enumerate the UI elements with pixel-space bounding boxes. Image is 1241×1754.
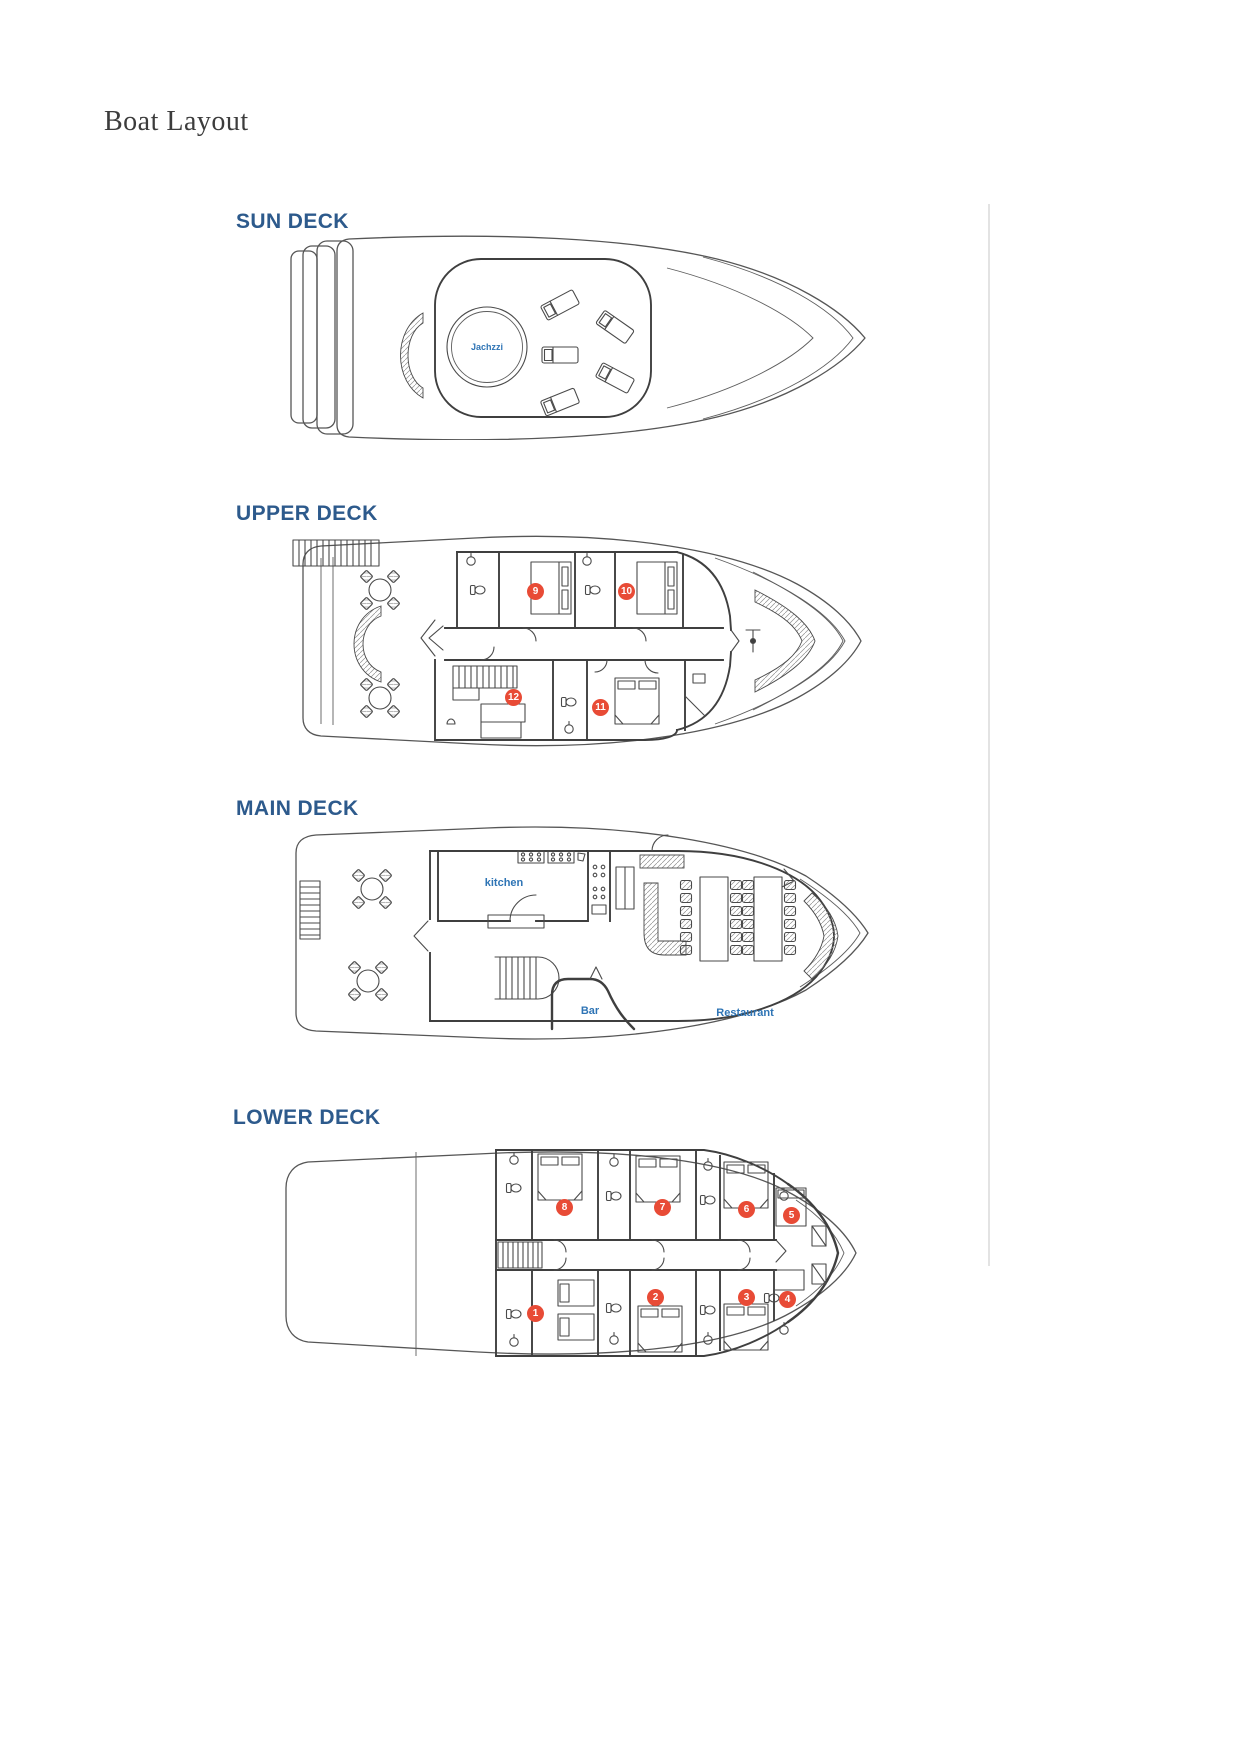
cabin-11-bed (615, 678, 659, 724)
sun-deck-plan (285, 235, 870, 440)
main-deck-plan (272, 823, 877, 1048)
upper-bathrooms (467, 554, 600, 734)
cabin-badge-9: 9 (527, 583, 544, 600)
bow-closets (812, 1226, 826, 1284)
cabin-12-furniture (447, 704, 525, 738)
lower-doors (554, 1240, 786, 1270)
page-title: Boat Layout (104, 106, 249, 137)
mast-marker (746, 630, 760, 652)
curved-bench (401, 313, 424, 398)
sun-loungers (540, 289, 634, 416)
bow-bench (804, 893, 838, 979)
lower-deck-plan (268, 1138, 868, 1370)
lower-hull (286, 1152, 856, 1356)
sun-hull (337, 236, 865, 440)
cabin-badge-5: 5 (783, 1207, 800, 1224)
closet (685, 674, 705, 716)
cabin-badge-2: 2 (647, 1289, 664, 1306)
mid-stairs (495, 957, 559, 999)
sun-stern (291, 241, 353, 434)
curved-sofa (354, 606, 381, 682)
upper-walls (435, 552, 731, 740)
corridor-stairs (498, 1242, 542, 1268)
lower-beds (538, 1154, 806, 1352)
bow-bench (755, 590, 815, 692)
restaurant-tables (681, 877, 796, 961)
cabin-badge-7: 7 (654, 1199, 671, 1216)
bar-counter (616, 855, 686, 955)
upper-deck-drawing (285, 528, 865, 763)
cabin-badge-4: 4 (779, 1291, 796, 1308)
deck-title-sun: SUN DECK (236, 210, 349, 233)
sun-cabin-wall (435, 259, 651, 417)
kitchen-walls (438, 851, 610, 921)
deck-title-upper: UPPER DECK (236, 502, 378, 525)
sun-deck-drawing (285, 235, 870, 440)
restaurant-label: Restaurant (716, 1007, 774, 1019)
cabin-badge-12: 12 (505, 689, 522, 706)
deck-title-lower: LOWER DECK (233, 1106, 381, 1129)
lower-deck-drawing (268, 1138, 868, 1370)
cabin-badge-8: 8 (556, 1199, 573, 1216)
aft-tables (348, 869, 392, 1001)
deck-title-main: MAIN DECK (236, 797, 359, 820)
upper-hull (303, 536, 861, 745)
scan-artifact-line (988, 204, 990, 1266)
lower-walls (496, 1150, 788, 1356)
jacuzzi-label: Jachzzi (470, 342, 504, 352)
cabin-badge-3: 3 (738, 1289, 755, 1306)
cabin-badge-1: 1 (527, 1305, 544, 1322)
aft-tables (360, 570, 400, 718)
main-deck-drawing (272, 823, 877, 1048)
cabin-badge-6: 6 (738, 1201, 755, 1218)
cabin-badge-10: 10 (618, 583, 635, 600)
bar-label: Bar (580, 1005, 600, 1017)
cabin-badge-11: 11 (592, 699, 609, 716)
upper-deck-plan (285, 528, 865, 763)
cabin-10-bed (637, 562, 677, 614)
kitchen-label: kitchen (484, 877, 524, 889)
stern-stairs (300, 881, 320, 939)
